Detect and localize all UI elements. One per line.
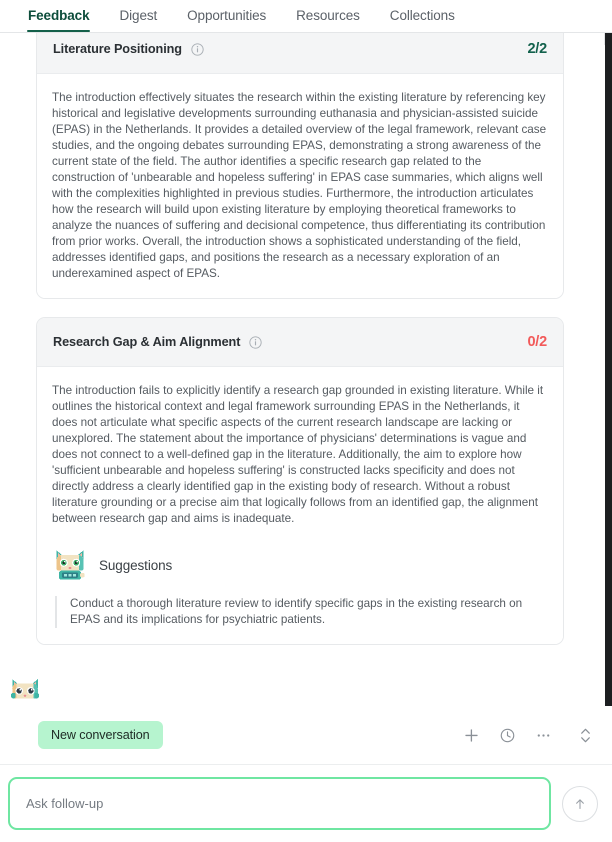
cat-mascot-icon	[52, 547, 88, 583]
card-body	[37, 367, 563, 644]
card-title: Literature Positioning	[53, 42, 182, 56]
composer	[0, 765, 612, 842]
suggestion-item	[55, 596, 547, 628]
tab-resources-label: Resources	[296, 8, 360, 23]
card-title-group	[53, 335, 262, 349]
add-icon[interactable]	[462, 726, 480, 744]
expand-collapse-icon[interactable]	[576, 726, 594, 744]
history-clock-icon[interactable]	[498, 726, 516, 744]
tab-collections-label: Collections	[389, 8, 455, 23]
send-button[interactable]	[562, 786, 598, 822]
ask-followup-input[interactable]	[8, 777, 551, 830]
feedback-scroll-region[interactable]	[0, 33, 612, 706]
card-title-group	[53, 42, 204, 56]
tab-feedback[interactable]	[13, 8, 104, 32]
feedback-card	[36, 33, 564, 299]
suggestion-text: Conduct a thorough literature review to identify specific gaps in the existing research on EPAS and its implications for psychiatric patients.	[70, 597, 523, 626]
card-body-text: The introduction fails to explicitly identify a research gap grounded in existing literature. While it outlines the historical context and legal framework surrounding EPAS in the Netherlands, it does not articulate what specific aspects of the current research landscape are lacking or unexplored. The statement about the importance of physicians' determinations is vague and does not connect to a well-defined gap in the literature. Additionally, the aim to explore how 'sufficient unbearable and hopeless suffering' is constructed lacks specificity and does not directly address a clearly identified gap in the existing body of research. Without a robust literature grounding or a precise aim that logically follows from an identified gap, the alignment between research gap and aims is inadequate.	[52, 384, 544, 525]
tab-digest[interactable]	[104, 8, 172, 32]
suggestions-block	[52, 547, 547, 628]
tab-resources[interactable]	[281, 8, 375, 32]
card-title: Research Gap & Aim Alignment	[53, 335, 241, 349]
scroll-fade	[0, 690, 600, 706]
card-score: 0/2	[527, 334, 547, 350]
info-circle-icon[interactable]	[249, 336, 262, 349]
feedback-card-list	[0, 33, 600, 663]
feedback-card	[36, 317, 564, 645]
scrollbar-thumb[interactable]	[605, 33, 612, 706]
suggestions-label: Suggestions	[99, 557, 173, 573]
card-header	[37, 33, 563, 74]
more-options-icon[interactable]	[534, 726, 552, 744]
conversation-bar	[0, 706, 612, 765]
conversation-actions	[462, 726, 594, 744]
tab-digest-label: Digest	[119, 8, 158, 23]
scrollbar-track[interactable]	[605, 33, 612, 706]
tab-feedback-label: Feedback	[28, 8, 90, 23]
tab-bar	[0, 0, 612, 33]
card-header	[37, 318, 563, 367]
card-body-text: The introduction effectively situates the research within the existing literature by referencing key historical and legislative developments surrounding euthanasia and physician-assisted suicide (EPAS) in the Netherlands. It provides a detailed overview of the legal framework, relevant case studies, and the ongoing debates surrounding EPAS, demonstrating a strong awareness of the current state of the field. The author identifies a specific research gap related to the construction of 'unbearable and hopeless suffering' in EPAS case summaries, which aligns well with the complexities highlighted in previous studies. Furthermore, the introduction articulates how the research will build upon existing literature by employing theoretical frameworks to analyze the nuances of suffering and decisional competence, thus differentiating its contribution from prior works. Overall, the introduction shows a sophisticated understanding of the field, addresses identified gaps, and positions the research as a necessary exploration of an underexamined aspect of EPAS.	[52, 91, 547, 280]
tab-collections[interactable]	[375, 8, 470, 32]
tab-opportunities-label: Opportunities	[187, 8, 267, 23]
info-circle-icon[interactable]	[191, 43, 204, 56]
tab-opportunities[interactable]	[172, 8, 281, 32]
cat-mascot-icon[interactable]	[8, 676, 42, 710]
suggestions-header	[52, 547, 547, 583]
new-conversation-button[interactable]: New conversation	[38, 721, 163, 749]
card-score: 2/2	[527, 41, 547, 57]
card-body	[37, 74, 563, 298]
